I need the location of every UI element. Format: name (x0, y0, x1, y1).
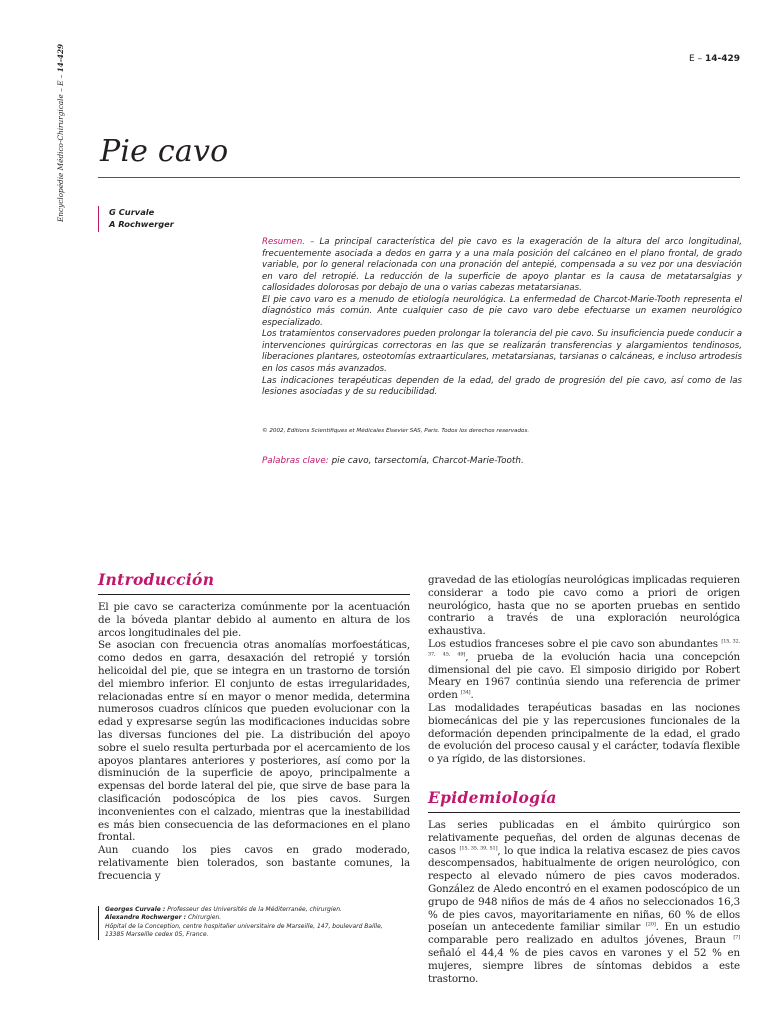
paragraph-text: , prueba de la evolución hacia una concepción dimensional del pie cavo. El simposio dirigido por Robert Meary en 1967 continúa siendo una referencia de primer orden (428, 650, 740, 702)
paragraph (428, 638, 740, 702)
author-name: G Curvale (109, 207, 155, 217)
paragraph-text: , lo que indica la relativa escasez de pies cavos descompensados, habitualmente de origen neurológico, con respecto al elevado número de pies cavos moderados. González de Aledo encontró en el examen podoscópico de un grupo de 948 niños de más de 4 años no seleccionados 16,3 % de pies cavos, mayoritariamente en niñas, 60 % de ellos poseían un antecedente familiar similar (428, 844, 740, 934)
footnote-author-role: Chirurgien. (186, 914, 222, 922)
abstract-text: La principal característica del pie cavo es la exageración de la altura del arco longitudinal, frecuentemente asociada a dedos en garra y a una mala posición del calcáneo en el plano frontal, de grado variable, por lo general relacionada con una pronación del antepié, compensada a su vez por una desviación en varo del retropié. La reducción de la superficie de apoyo plantar es la causa de metatarsalgias y callosidades dolorosas por debajo de una o varias cabezas metatarsianas. (262, 237, 742, 294)
paragraph: El pie cavo se caracteriza comúnmente por la acentuación de la bóveda plantar debido al aumento en altura de los arcos longitudinales del pie. (98, 601, 410, 639)
footnote-line (105, 914, 395, 922)
keywords (262, 456, 742, 466)
right-column (428, 574, 740, 985)
section-heading-introduccion: Introducción (98, 570, 215, 589)
section-rule (98, 594, 410, 595)
epidemiology-body (428, 819, 740, 985)
section-rule (428, 812, 740, 813)
section-heading-epidemiologia: Epidemiología (428, 787, 557, 807)
abstract-paragraph: Las indicaciones terapéuticas dependen de la edad, del grado de progresión del pie cavo, así como de las lesiones asociadas y de su reducibilidad. (262, 375, 742, 398)
footnote-address: Hôpital de la Conception, centre hospitalier universitaire de Marseille, 147, boulevard Baille, 13385 Marseille cedex 05, France. (105, 922, 383, 939)
article-code-number: 14-429 (704, 54, 740, 64)
footnote-line (105, 906, 395, 914)
paragraph (428, 819, 740, 985)
abstract-paragraph: El pie cavo varo es a menudo de etiología neurológica. La enfermedad de Charcot-Marie-Tooth representa el diagnóstico más común. Ante cualquier caso de pie cavo varo debe efectuarse un examen neurológico especializado. (262, 294, 742, 328)
paragraph: Aun cuando los pies cavos en grado moderado, relativamente bien tolerados, son bastante comunes, la frecuencia y (98, 844, 410, 882)
article-code-prefix: E – (689, 54, 705, 64)
abstract-label: Resumen. – (262, 237, 315, 247)
citation: [20] (645, 921, 656, 928)
author-list (98, 206, 174, 232)
copyright-notice: © 2002, Editions Scientifiques et Médicales Elsevier SAS, Paris. Todos los derechos reservados. (262, 428, 530, 434)
intro-continued (428, 574, 740, 766)
author-affiliation-footnote (98, 906, 395, 940)
footnote-author-name: Alexandre Rochwerger : (105, 914, 187, 922)
paragraph: Las modalidades terapéuticas basadas en las nociones biomecánicas del pie y las repercusiones funcionales de la deformación dependen principalmente de la edad, el grado de evolución del proceso causal y el carácter, todavía flexible o ya rígido, de las distorsiones. (428, 701, 740, 766)
paragraph-text: . (470, 689, 474, 702)
paragraph: Se asocian con frecuencia otras anomalías morfoestáticas, como dedos en garra, desaxación del retropié y torsión helicoidal del pie, que se integra en un trastorno de torsión del miembro inferior. El conjunto de estas irregularidades, relacionadas entre sí en mayor o menor medida, determina numerosos cuadros clínicos que pueden evolucionar con la edad y expresarse según las modificaciones inducidas sobre las diversas funciones del pie. La distribución del apoyo sobre el suelo resulta perturbada por el acercamiento de los apoyos plantares anteriores y posteriores, así como por la disminución de la superficie de apoyo, principalmente a expensas del borde lateral del pie, que sirve de base para la clasificación podoscópica de los pies cavos. Surgen inconvenientes con el calzado, mientras que la inestabilidad es más bien consecuencia de las deformaciones en el plano frontal. (98, 639, 410, 844)
left-column (98, 570, 410, 883)
abstract-paragraph (262, 237, 742, 295)
intro-body (98, 601, 410, 883)
paragraph: gravedad de las etiologías neurológicas implicadas requieren considerar a todo pie cavo como a priori de origen neurológico, hasta que no se aporten pruebas en sentido contrario a través de una exploración neurológica exhaustiva. (428, 574, 740, 638)
title-rule (98, 177, 740, 178)
abstract (262, 237, 742, 399)
article-title: Pie cavo (100, 134, 229, 169)
sidebar-code-prefix: E – (56, 72, 65, 86)
keywords-label: Palabras clave: (262, 456, 329, 466)
citation: [15, 35, 39, 51] (459, 845, 498, 852)
paragraph-text: Las series publicadas en el ámbito quirúrgico son relativamente pequeñas, del orden de algunas decenas de casos (428, 818, 740, 857)
paragraph-text: señaló el 44,4 % de pies cavos en varones y el 52 % en mujeres, siempre libres de síntomas debidos a este trastorno. (428, 946, 740, 985)
encyclopedia-name: Encyclopédie Médico-Chirurgicale – (56, 85, 65, 222)
paragraph-text: Los estudios franceses sobre el pie cavo son abundantes (428, 637, 722, 650)
citation: [15, 32, 37, 45, 49] (428, 638, 740, 658)
footnote-author-name: Georges Curvale : (105, 906, 166, 913)
citation: [7] (733, 934, 740, 941)
keywords-text: pie cavo, tarsectomía, Charcot-Marie-Tooth. (331, 456, 524, 466)
citation: [34] (460, 689, 471, 696)
author-name: A Rochwerger (109, 219, 174, 229)
abstract-paragraph: Los tratamientos conservadores pueden prolongar la tolerancia del pie cavo. Su insuficiencia puede conducir a intervenciones quirúrgicas correctoras en las que se realizarán transferencias y alargamientos tendinosos, liberaciones plantares, osteotomías extraarticulares, metatarsianas, tarsianas o calcáneas, e incluso artrodesis en los casos más avanzados. (262, 329, 742, 375)
footnote-author-role: Professeur des Universités de la Méditerranée, chirurgien. (165, 906, 342, 913)
sidebar-code-number: 14-429 (56, 43, 65, 73)
article-code (622, 54, 740, 64)
vertical-journal-reference (56, 43, 70, 222)
paragraph-text: . En un estudio comparable pero realizado en adultos jóvenes, Braun (428, 921, 740, 947)
